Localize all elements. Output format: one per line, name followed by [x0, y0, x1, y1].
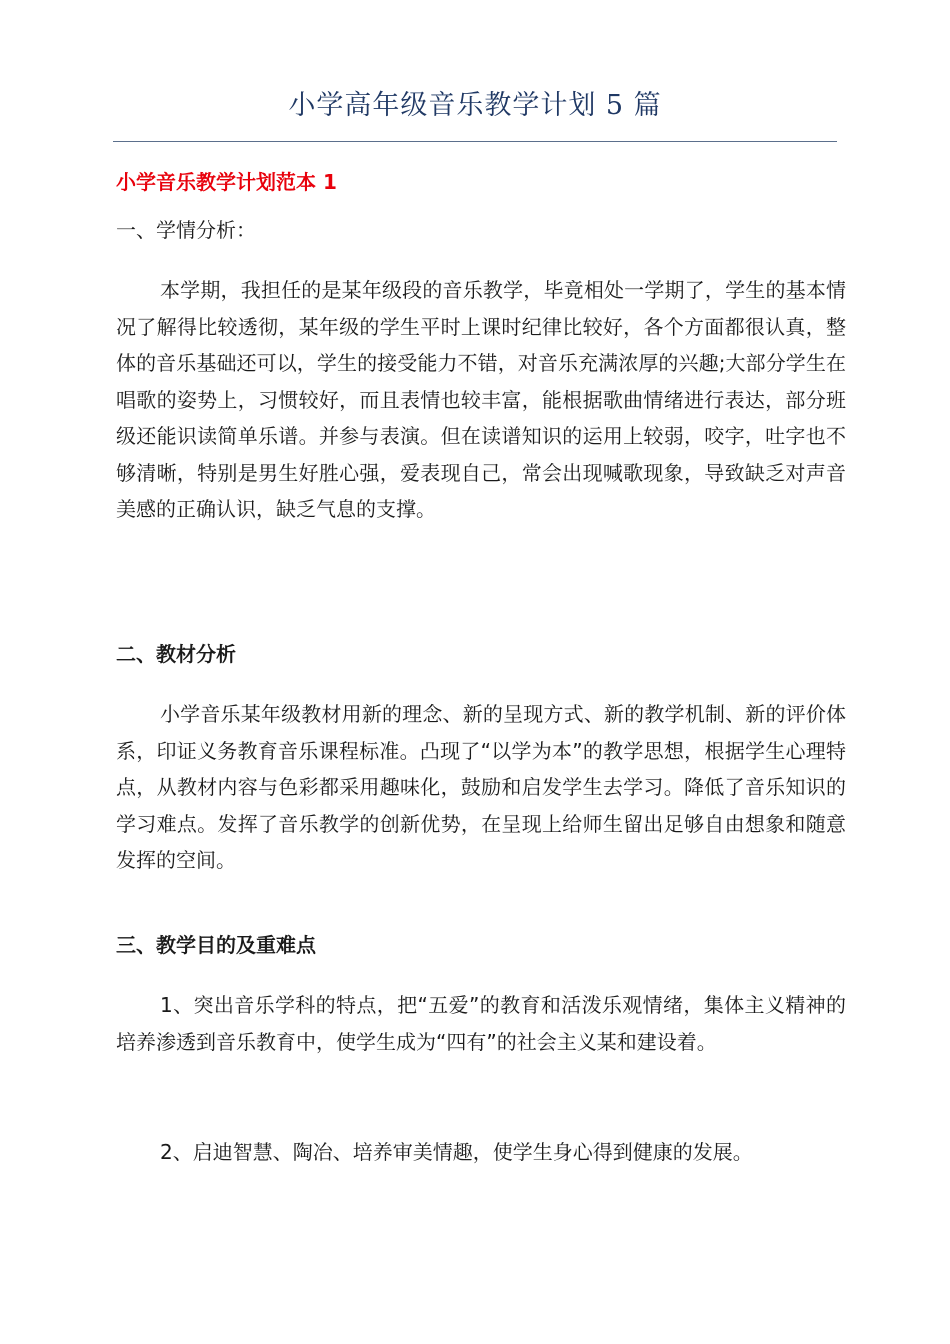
paragraph-textbook-analysis: 小学音乐某年级教材用新的理念、新的呈现方式、新的教学机制、新的评价体系，印证义务教育音乐课程标准。凸现了“以学为本”的教学思想，根据学生心理特点，从教材内容与色彩都采用趣味化，鼓励和启发学生去学习。降低了音乐知识的学习难点。发挥了音乐教学的创新优势，在呈现上给师生留出足够自由想象和随意发挥的空间。 [116, 702, 846, 872]
heading-student-analysis: 一、学情分析： [116, 218, 256, 242]
paragraph-goal-2: 2、启迪智慧、陶冶、培养审美情趣，使学生身心得到健康的发展。 [160, 1140, 753, 1164]
paragraph-goal-1: 1、突出音乐学科的特点，把“五爱”的教育和活泼乐观情绪，集体主义精神的培养渗透到音乐教育中，使学生成为“四有”的社会主义某和建设着。 [116, 993, 846, 1054]
section-title: 小学音乐教学计划范本 1 [116, 170, 337, 194]
heading-textbook-analysis: 二、教材分析 [116, 642, 236, 666]
title-divider [113, 141, 837, 142]
heading-teaching-goals: 三、教学目的及重难点 [116, 933, 316, 957]
document-title: 小学高年级音乐教学计划 5 篇 [288, 90, 662, 121]
paragraph-student-analysis: 本学期，我担任的是某年级段的音乐教学，毕竟相处一学期了，学生的基本情况了解得比较透彻，某年级的学生平时上课时纪律比较好，各个方面都很认真，整体的音乐基础还可以，学生的接受能力不错，对音乐充满浓厚的兴趣;大部分学生在唱歌的姿势上，习惯较好，而且表情也较丰富，能根据歌曲情绪进行表达，部分班级还能识读简单乐谱。并参与表演。但在读谱知识的运用上较弱，咬字，吐字也不够清晰，特别是男生好胜心强，爱表现自己，常会出现喊歌现象，导致缺乏对声音美感的正确认识，缺乏气息的支撑。 [116, 278, 846, 521]
